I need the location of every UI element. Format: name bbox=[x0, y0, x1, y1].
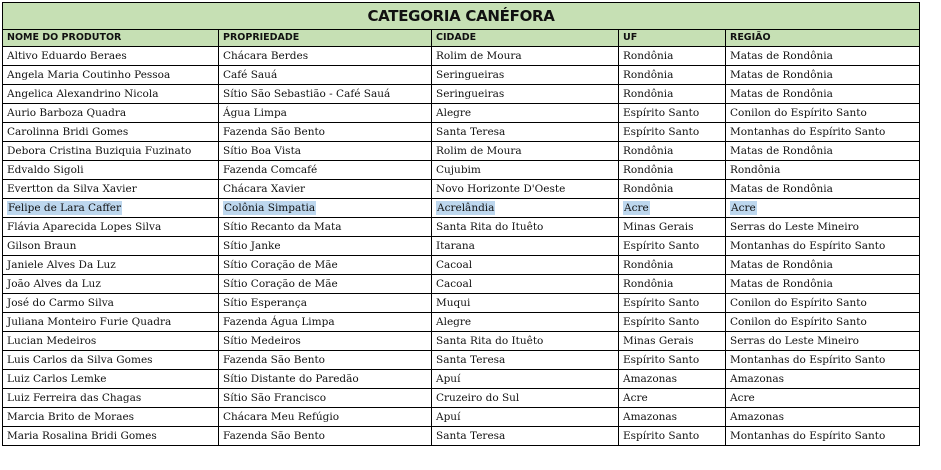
region-cell[interactable]: Conilon do Espírito Santo bbox=[726, 104, 920, 123]
producer-name-cell[interactable]: Evertton da Silva Xavier bbox=[3, 180, 219, 199]
region-cell[interactable]: Matas de Rondônia bbox=[726, 85, 920, 104]
property-cell[interactable]: Chácara Berdes bbox=[219, 47, 432, 66]
uf-cell[interactable] bbox=[619, 199, 726, 218]
region-cell[interactable]: Conilon do Espírito Santo bbox=[726, 294, 920, 313]
selected-text: Colônia Simpatia bbox=[224, 202, 316, 214]
region-cell[interactable]: Matas de Rondônia bbox=[726, 180, 920, 199]
producer-name-cell[interactable]: Luiz Carlos Lemke bbox=[3, 370, 219, 389]
city-cell[interactable]: Itarana bbox=[432, 237, 619, 256]
region-cell[interactable] bbox=[726, 199, 920, 218]
table-row bbox=[3, 104, 920, 123]
uf-cell[interactable]: Acre bbox=[619, 389, 726, 408]
uf-cell[interactable]: Amazonas bbox=[619, 370, 726, 389]
property-cell[interactable]: Sítio Recanto da Mata bbox=[219, 218, 432, 237]
uf-cell[interactable]: Rondônia bbox=[619, 180, 726, 199]
producer-name-cell[interactable]: Gilson Braun bbox=[3, 237, 219, 256]
city-cell[interactable]: Muqui bbox=[432, 294, 619, 313]
uf-cell[interactable]: Rondônia bbox=[619, 142, 726, 161]
table-row bbox=[3, 370, 920, 389]
region-cell[interactable]: Conilon do Espírito Santo bbox=[726, 313, 920, 332]
table-row bbox=[3, 313, 920, 332]
column-header-region: REGIÃO bbox=[726, 30, 920, 47]
city-cell[interactable]: Seringueiras bbox=[432, 66, 619, 85]
producer-name-cell[interactable]: Juliana Monteiro Furie Quadra bbox=[3, 313, 219, 332]
table-row bbox=[3, 332, 920, 351]
property-cell[interactable]: Sítio Coração de Mãe bbox=[219, 256, 432, 275]
property-cell[interactable]: Fazenda São Bento bbox=[219, 123, 432, 142]
table-row bbox=[3, 256, 920, 275]
city-cell[interactable]: Santa Teresa bbox=[432, 351, 619, 370]
region-cell[interactable]: Montanhas do Espírito Santo bbox=[726, 123, 920, 142]
uf-cell[interactable]: Rondônia bbox=[619, 161, 726, 180]
region-cell[interactable]: Matas de Rondônia bbox=[726, 275, 920, 294]
uf-cell[interactable]: Espírito Santo bbox=[619, 104, 726, 123]
producer-name-cell[interactable]: Marcia Brito de Moraes bbox=[3, 408, 219, 427]
table-row bbox=[3, 237, 920, 256]
spreadsheet bbox=[2, 2, 919, 446]
city-cell[interactable]: Cruzeiro do Sul bbox=[432, 389, 619, 408]
city-cell[interactable]: Apuí bbox=[432, 370, 619, 389]
producer-name-cell[interactable]: Angelica Alexandrino Nicola bbox=[3, 85, 219, 104]
property-cell[interactable]: Fazenda São Bento bbox=[219, 427, 432, 446]
table-row bbox=[3, 123, 920, 142]
property-cell[interactable]: Café Sauá bbox=[219, 66, 432, 85]
property-cell[interactable]: Chácara Xavier bbox=[219, 180, 432, 199]
producer-name-cell[interactable]: Luis Carlos da Silva Gomes bbox=[3, 351, 219, 370]
uf-cell[interactable]: Espírito Santo bbox=[619, 313, 726, 332]
city-cell[interactable]: Santa Teresa bbox=[432, 123, 619, 142]
city-cell[interactable]: Cacoal bbox=[432, 256, 619, 275]
uf-cell[interactable]: Rondônia bbox=[619, 47, 726, 66]
table-row bbox=[3, 161, 920, 180]
producer-name-cell[interactable]: Janiele Alves Da Luz bbox=[3, 256, 219, 275]
table-row bbox=[3, 351, 920, 370]
uf-cell[interactable]: Minas Gerais bbox=[619, 218, 726, 237]
property-cell[interactable] bbox=[219, 199, 432, 218]
table-row bbox=[3, 294, 920, 313]
region-cell[interactable]: Amazonas bbox=[726, 370, 920, 389]
selected-text: Felipe de Lara Caffer bbox=[8, 202, 122, 214]
column-header-uf: UF bbox=[619, 30, 726, 47]
region-cell[interactable]: Acre bbox=[726, 389, 920, 408]
property-cell[interactable]: Sítio Esperança bbox=[219, 294, 432, 313]
column-header-city: CIDADE bbox=[432, 30, 619, 47]
property-cell[interactable]: Sítio São Sebastião - Café Sauá bbox=[219, 85, 432, 104]
table-row bbox=[3, 218, 920, 237]
uf-cell[interactable]: Espírito Santo bbox=[619, 294, 726, 313]
property-cell[interactable]: Fazenda São Bento bbox=[219, 351, 432, 370]
producer-name-cell[interactable]: João Alves da Luz bbox=[3, 275, 219, 294]
uf-cell[interactable]: Rondônia bbox=[619, 66, 726, 85]
producer-name-cell[interactable]: José do Carmo Silva bbox=[3, 294, 219, 313]
region-cell[interactable]: Montanhas do Espírito Santo bbox=[726, 237, 920, 256]
region-cell[interactable]: Matas de Rondônia bbox=[726, 66, 920, 85]
property-cell[interactable]: Sítio Boa Vista bbox=[219, 142, 432, 161]
producer-name-cell[interactable] bbox=[3, 199, 219, 218]
table-row bbox=[3, 275, 920, 294]
producer-name-cell[interactable]: Luiz Ferreira das Chagas bbox=[3, 389, 219, 408]
producer-name-cell[interactable]: Lucian Medeiros bbox=[3, 332, 219, 351]
table-row bbox=[3, 180, 920, 199]
producer-name-cell[interactable]: Maria Rosalina Bridi Gomes bbox=[3, 427, 219, 446]
table-row bbox=[3, 85, 920, 104]
property-cell[interactable]: Água Limpa bbox=[219, 104, 432, 123]
producer-name-cell[interactable]: Flávia Aparecida Lopes Silva bbox=[3, 218, 219, 237]
uf-cell[interactable]: Espírito Santo bbox=[619, 237, 726, 256]
column-header-property: PROPRIEDADE bbox=[219, 30, 432, 47]
city-cell[interactable]: Cujubim bbox=[432, 161, 619, 180]
city-cell[interactable]: Rolim de Moura bbox=[432, 142, 619, 161]
region-cell[interactable]: Montanhas do Espírito Santo bbox=[726, 351, 920, 370]
city-cell[interactable]: Santa Rita do Ituêto bbox=[432, 218, 619, 237]
column-header-producer: NOME DO PRODUTOR bbox=[3, 30, 219, 47]
header-row bbox=[3, 30, 920, 47]
region-cell[interactable]: Matas de Rondônia bbox=[726, 142, 920, 161]
uf-cell[interactable]: Rondônia bbox=[619, 256, 726, 275]
city-cell[interactable]: Apuí bbox=[432, 408, 619, 427]
producer-name-cell[interactable]: Altivo Eduardo Beraes bbox=[3, 47, 219, 66]
property-cell[interactable]: Sítio Janke bbox=[219, 237, 432, 256]
table-row bbox=[3, 66, 920, 85]
property-cell[interactable]: Sítio Medeiros bbox=[219, 332, 432, 351]
selected-text: Acre bbox=[731, 202, 756, 214]
property-cell[interactable]: Sítio São Francisco bbox=[219, 389, 432, 408]
producer-name-cell[interactable]: Angela Maria Coutinho Pessoa bbox=[3, 66, 219, 85]
uf-cell[interactable]: Rondônia bbox=[619, 85, 726, 104]
producer-name-cell[interactable]: Edvaldo Sigoli bbox=[3, 161, 219, 180]
selected-text: Acrelândia bbox=[437, 202, 495, 214]
region-cell[interactable]: Montanhas do Espírito Santo bbox=[726, 427, 920, 446]
table-row bbox=[3, 47, 920, 66]
uf-cell[interactable]: Rondônia bbox=[619, 275, 726, 294]
region-cell[interactable]: Matas de Rondônia bbox=[726, 47, 920, 66]
producers-table bbox=[2, 2, 920, 446]
selected-text: Acre bbox=[624, 202, 649, 214]
table-row bbox=[3, 142, 920, 161]
region-cell[interactable]: Serras do Leste Mineiro bbox=[726, 332, 920, 351]
property-cell[interactable]: Sítio Coração de Mãe bbox=[219, 275, 432, 294]
table-row bbox=[3, 389, 920, 408]
uf-cell[interactable]: Amazonas bbox=[619, 408, 726, 427]
city-cell[interactable]: Alegre bbox=[432, 313, 619, 332]
city-cell[interactable] bbox=[432, 199, 619, 218]
city-cell[interactable]: Cacoal bbox=[432, 275, 619, 294]
region-cell[interactable]: Rondônia bbox=[726, 161, 920, 180]
city-cell[interactable]: Rolim de Moura bbox=[432, 47, 619, 66]
table-row bbox=[3, 199, 920, 218]
region-cell[interactable]: Matas de Rondônia bbox=[726, 256, 920, 275]
city-cell[interactable]: Santa Teresa bbox=[432, 427, 619, 446]
table-row bbox=[3, 427, 920, 446]
region-cell[interactable]: Amazonas bbox=[726, 408, 920, 427]
producer-name-cell[interactable]: Debora Cristina Buziquia Fuzinato bbox=[3, 142, 219, 161]
uf-cell[interactable]: Espírito Santo bbox=[619, 123, 726, 142]
property-cell[interactable]: Fazenda Água Limpa bbox=[219, 313, 432, 332]
city-cell[interactable]: Seringueiras bbox=[432, 85, 619, 104]
city-cell[interactable]: Santa Rita do Ituêto bbox=[432, 332, 619, 351]
uf-cell[interactable]: Espírito Santo bbox=[619, 427, 726, 446]
producer-name-cell[interactable]: Carolinna Bridi Gomes bbox=[3, 123, 219, 142]
uf-cell[interactable]: Espírito Santo bbox=[619, 351, 726, 370]
region-cell[interactable]: Serras do Leste Mineiro bbox=[726, 218, 920, 237]
city-cell[interactable]: Novo Horizonte D'Oeste bbox=[432, 180, 619, 199]
property-cell[interactable]: Chácara Meu Refúgio bbox=[219, 408, 432, 427]
title-row bbox=[3, 3, 920, 30]
city-cell[interactable]: Alegre bbox=[432, 104, 619, 123]
producer-name-cell[interactable]: Aurio Barboza Quadra bbox=[3, 104, 219, 123]
uf-cell[interactable]: Minas Gerais bbox=[619, 332, 726, 351]
table-row bbox=[3, 408, 920, 427]
property-cell[interactable]: Fazenda Comcafé bbox=[219, 161, 432, 180]
property-cell[interactable]: Sítio Distante do Paredão bbox=[219, 370, 432, 389]
table-title: CATEGORIA CANÉFORA bbox=[3, 3, 920, 30]
